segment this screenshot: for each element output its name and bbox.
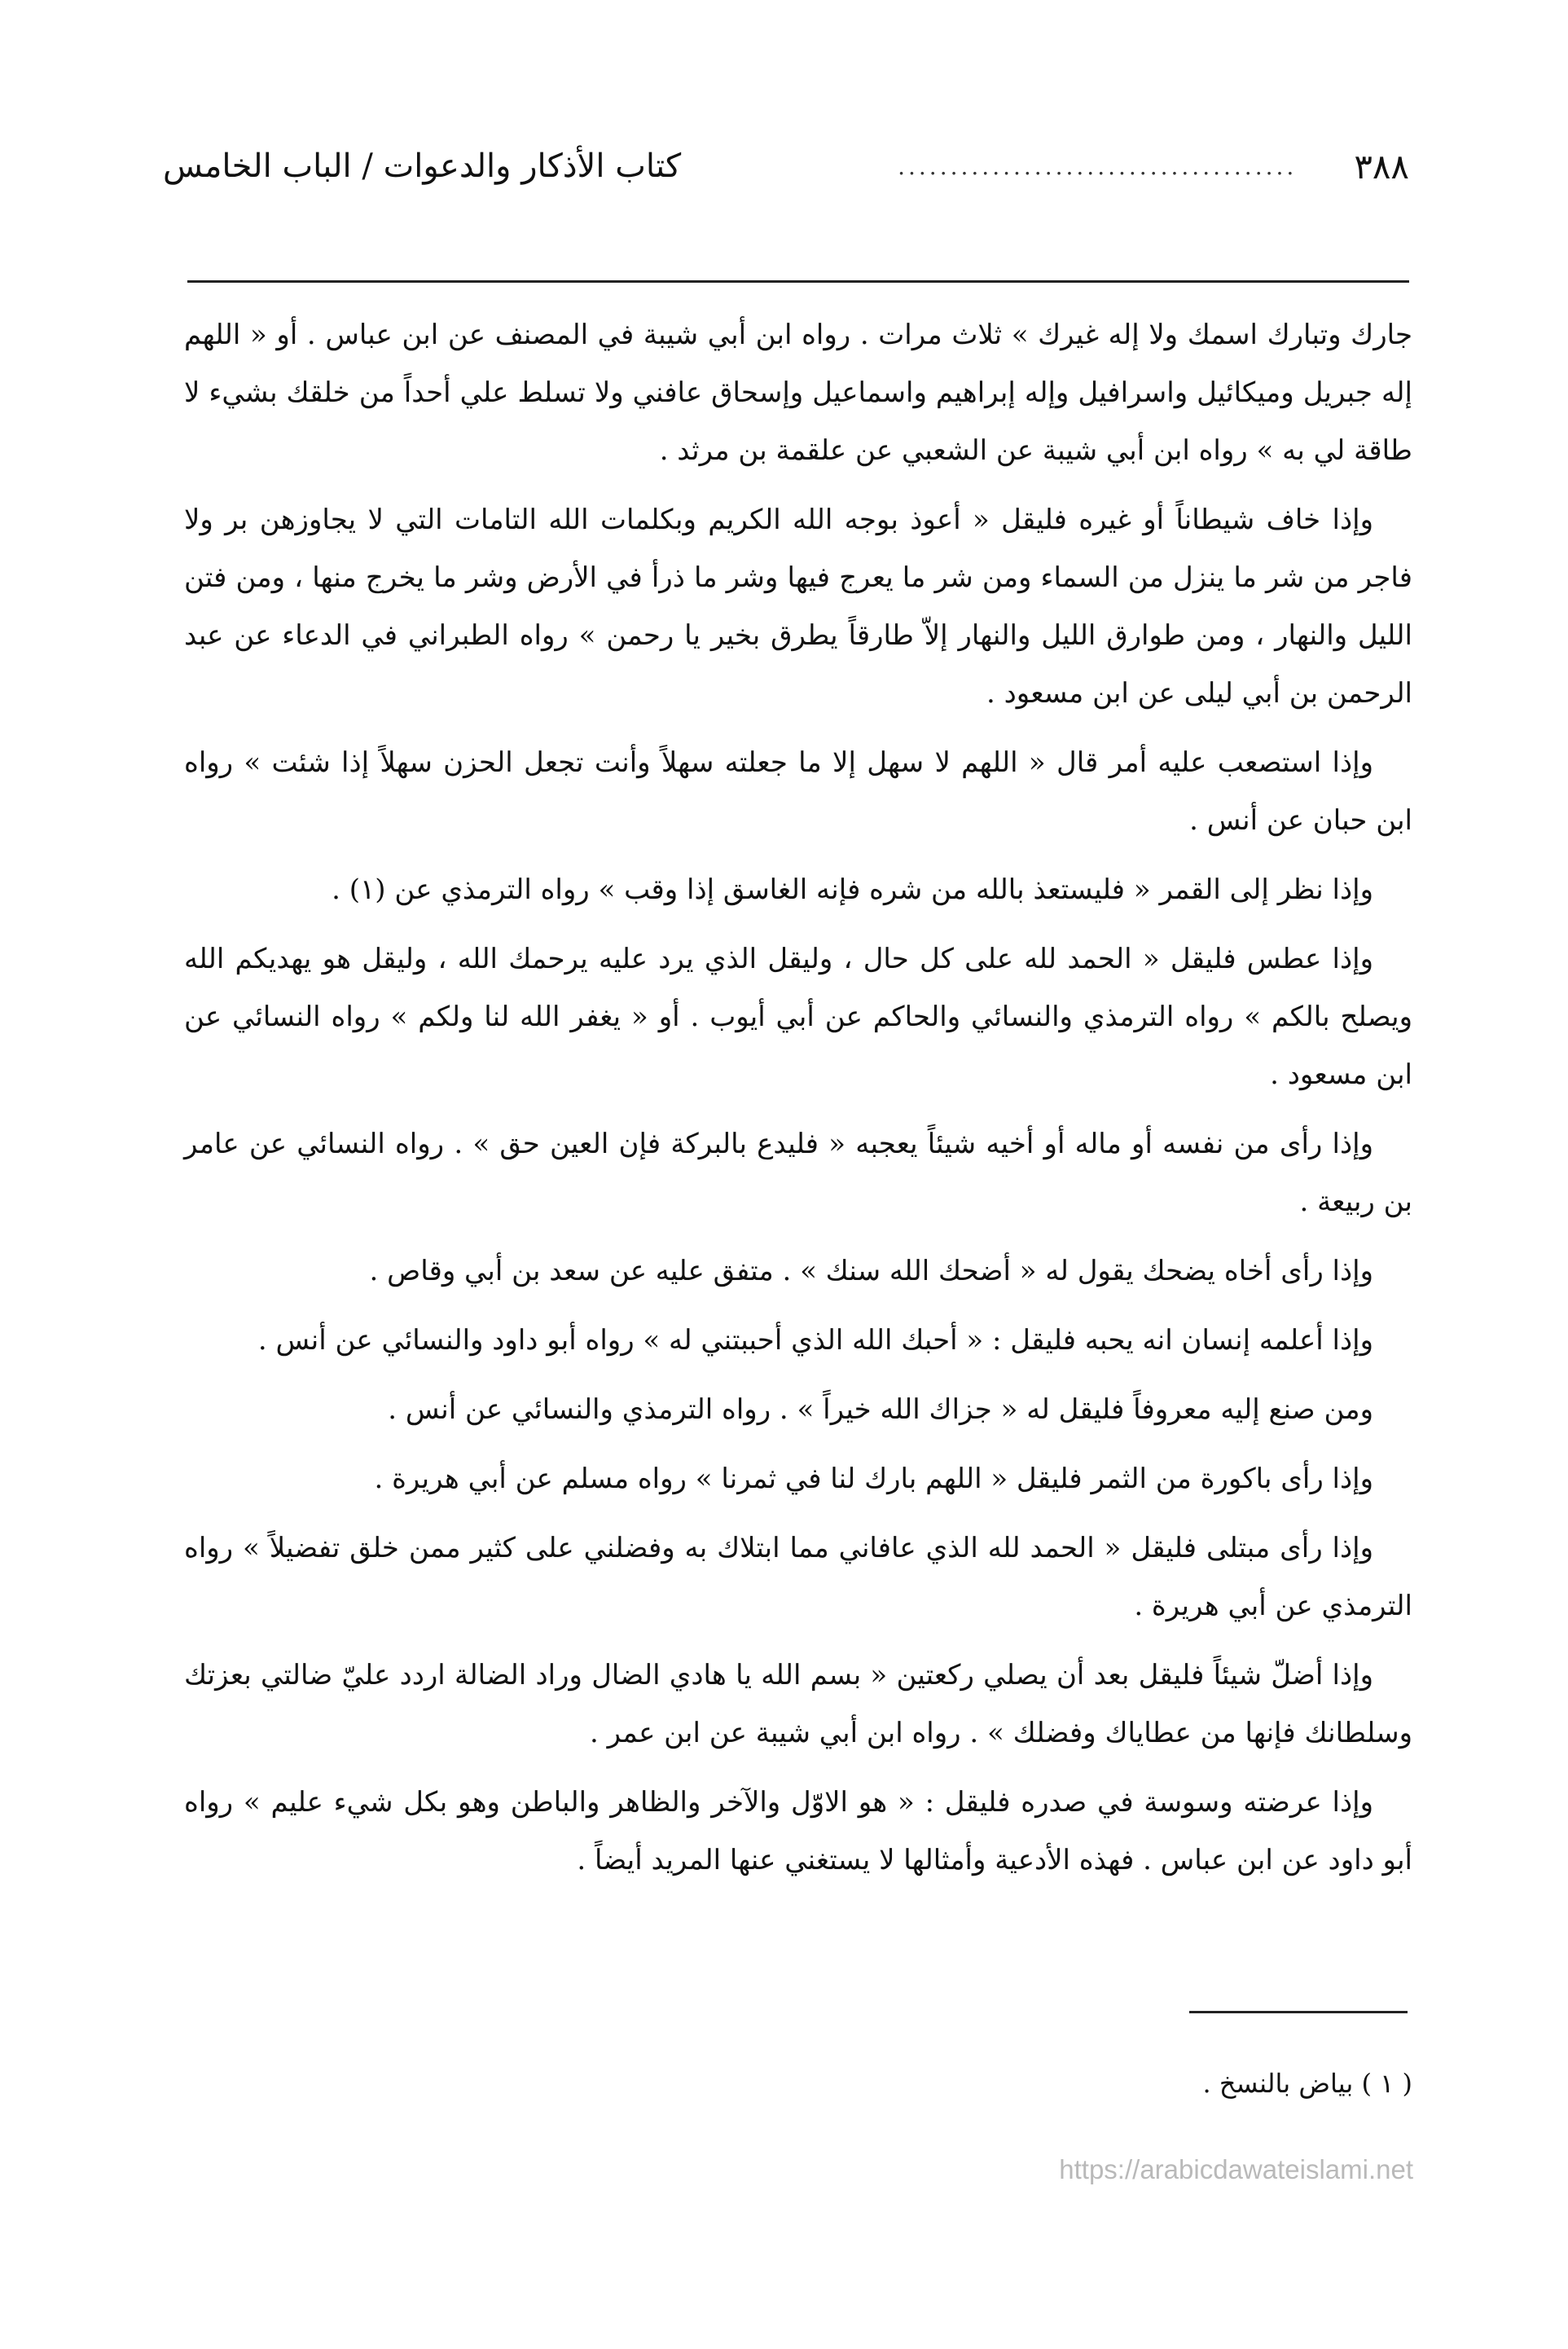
paragraph: وإذا عرضته وسوسة في صدره فليقل : « هو الاوّل والآخر والظاهر والباطن وهو بكل شيء عليم » رواه أبو داود عن ابن عباس . فهذه الأدعية وأمثالها لا يستغني عنها المريد أيضاً . xyxy=(184,1786,1412,1876)
paragraph: وإذا رأى باكورة من الثمر فليقل « اللهم بارك لنا في ثمرنا » رواه مسلم عن أبي هريرة . xyxy=(374,1463,1373,1495)
paragraph: وإذا أضلّ شيئاً فليقل بعد أن يصلي ركعتين « بسم الله يا هادي الضال وراد الضالة اردد عليّ ضالتي بعزتك وسلطانك فإنها من عطاياك وفضلك » . رواه ابن أبي شيبة عن ابن عمر . xyxy=(184,1659,1412,1749)
header-divider xyxy=(187,280,1409,283)
running-head: كتاب الأذكار والدعوات / الباب الخامس xyxy=(163,147,682,185)
page-header xyxy=(163,137,1409,196)
main-text xyxy=(184,306,1412,1901)
paragraph: جارك وتبارك اسمك ولا إله غيرك » ثلاث مرات . رواه ابن أبي شيبة في المصنف عن ابن عباس . أو « اللهم إله جبريل وميكائيل واسرافيل وإله إبراهيم واسماعيل وإسحاق عافني ولا تسلط علي أحداً من خلقك بشيء لا طاقة لي به » رواه ابن أبي شيبة عن الشعبي عن علقمة بن مرثد . xyxy=(184,319,1412,467)
paragraph: وإذا استصعب عليه أمر قال « اللهم لا سهل إلا ما جعلته سهلاً وأنت تجعل الحزن سهلاً إذا شئت » رواه ابن حبان عن أنس . xyxy=(184,746,1412,837)
header-leader-dots: ...................................... xyxy=(898,152,1298,180)
paragraph: وإذا رأى من نفسه أو ماله أو أخيه شيئاً يعجبه « فليدع بالبركة فإن العين حق » . رواه النسائي عن عامر بن ربيعة . xyxy=(184,1128,1412,1218)
footnote-divider xyxy=(1189,2011,1408,2013)
footnote: ( ١ ) بياض بالنسخ . xyxy=(1202,2068,1412,2099)
page-number: ٣٨٨ xyxy=(1354,146,1409,187)
paragraph: وإذا خاف شيطاناً أو غيره فليقل « أعوذ بوجه الله الكريم وبكلمات الله التامات التي لا يجاوزهن بر ولا فاجر من شر ما ينزل من السماء ومن شر ما يعرج فيها وشر ما ذرأ في الأرض وشر ما يخرج منها ، ومن فتن الليل والنهار ، ومن طوارق الليل والنهار إلاّ طارقاً يطرق بخير يا رحمن » رواه الطبراني في الدعاء عن عبد الرحمن بن أبي ليلى عن ابن مسعود . xyxy=(184,504,1412,710)
paragraph: وإذا نظر إلى القمر « فليستعذ بالله من شره فإنه الغاسق إذا وقب » رواه الترمذي عن (١) . xyxy=(332,873,1373,906)
paragraph: وإذا عطس فليقل « الحمد لله على كل حال ، وليقل الذي يرد عليه يرحمك الله ، وليقل هو يهديكم الله ويصلح بالكم » رواه الترمذي والنسائي والحاكم عن أبي أيوب . أو « يغفر الله لنا ولكم » رواه النسائي عن ابن مسعود . xyxy=(184,943,1412,1091)
watermark-url: https://arabicdawateislami.net xyxy=(1059,2154,1413,2184)
paragraph: وإذا رأى مبتلى فليقل « الحمد لله الذي عافاني مما ابتلاك به وفضلني على كثير ممن خلق تفضيلاً » رواه الترمذي عن أبي هريرة . xyxy=(184,1532,1412,1622)
paragraph: وإذا أعلمه إنسان انه يحبه فليقل : « أحبك الله الذي أحببتني له » رواه أبو داود والنسائي عن أنس . xyxy=(257,1324,1373,1357)
paragraph: وإذا رأى أخاه يضحك يقول له « أضحك الله سنك » . متفق عليه عن سعد بن أبي وقاص . xyxy=(369,1255,1373,1287)
paragraph: ومن صنع إليه معروفاً فليقل له « جزاك الله خيراً » . رواه الترمذي والنسائي عن أنس . xyxy=(388,1393,1373,1426)
